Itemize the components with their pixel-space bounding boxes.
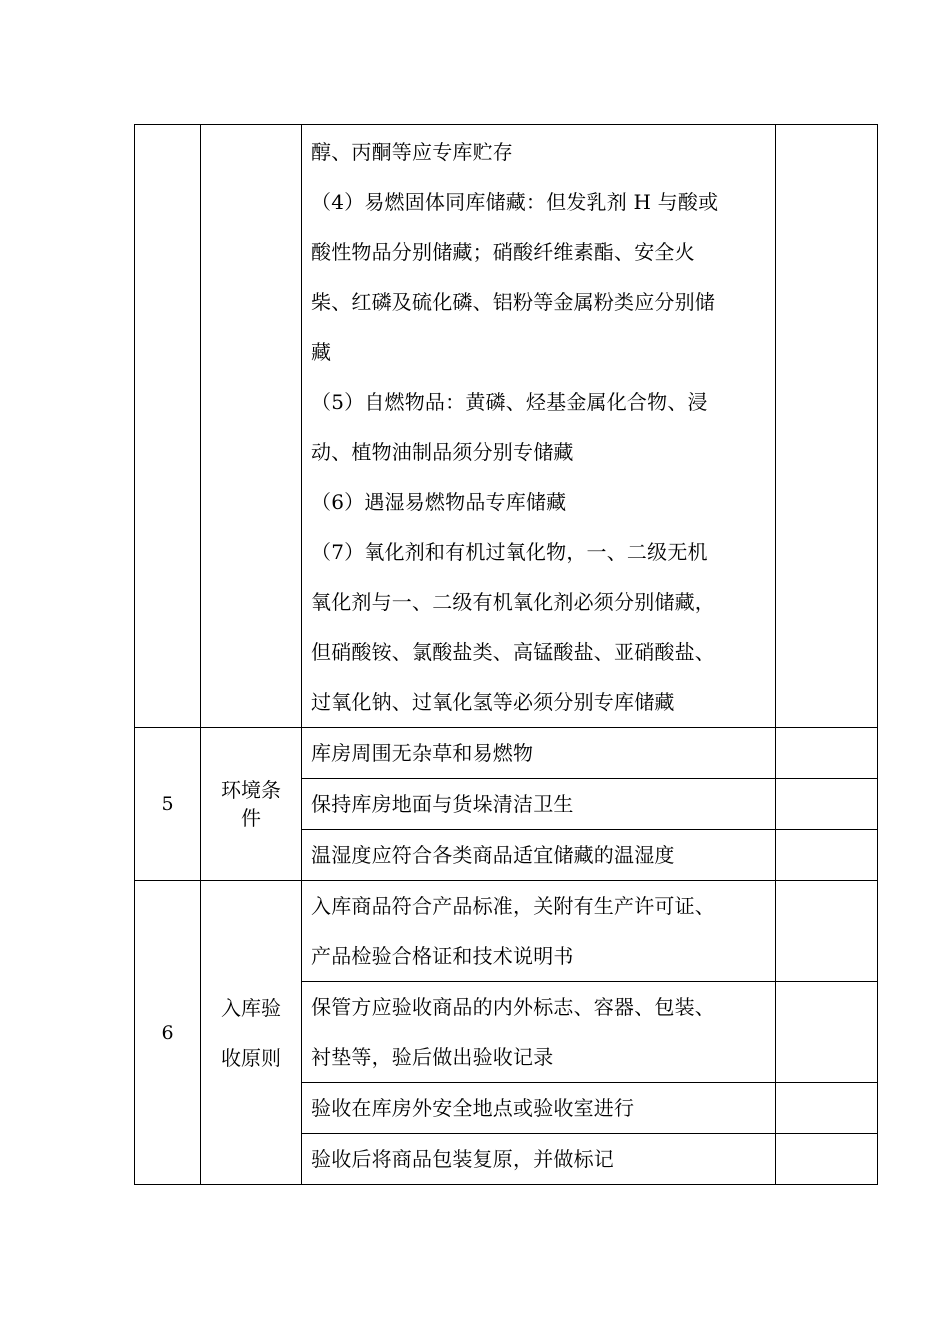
table-row-continued: [135, 125, 878, 728]
category-line: 件: [241, 806, 261, 830]
category-line: 环境条: [221, 778, 281, 802]
content-line: （6）遇湿易燃物品专库储藏: [311, 490, 567, 514]
content-line: （7）氧化剂和有机过氧化物，一、二级无机: [311, 540, 708, 564]
row-number-cell: 5: [135, 728, 201, 881]
remarks-cell: [776, 830, 878, 881]
requirement-cell: [302, 779, 776, 830]
category-cell: [201, 728, 302, 881]
category-cell: [201, 125, 302, 728]
category-line: 收原则: [221, 1045, 281, 1070]
requirement-cell: [302, 982, 776, 1083]
content-line: 柴、红磷及硫化磷、铝粉等金属粉类应分别储: [311, 290, 715, 314]
remarks-cell: [776, 982, 878, 1083]
content-line: 酸性物品分别储藏；硝酸纤维素酯、安全火: [311, 240, 695, 264]
table-row-6: [135, 881, 878, 982]
requirement-cell: [302, 1083, 776, 1134]
content-line: 醇、丙酮等应专库贮存: [311, 140, 513, 164]
content-line: 氧化剂与一、二级有机氧化剂必须分别储藏，: [311, 590, 715, 614]
table-row-5: [135, 728, 878, 779]
requirement-cell: [302, 125, 776, 728]
content-line: 过氧化钠、过氧化氢等必须分别专库储藏: [311, 690, 675, 714]
row-number-cell: 6: [135, 881, 201, 1185]
row-number-cell: [135, 125, 201, 728]
content-line: 保管方应验收商品的内外标志、容器、包装、: [311, 995, 715, 1019]
content-line: 验收在库房外安全地点或验收室进行: [311, 1095, 635, 1120]
inspection-table: [134, 124, 878, 1185]
content-line: 但硝酸铵、氯酸盐类、高锰酸盐、亚硝酸盐、: [311, 640, 715, 664]
requirement-cell: [302, 1134, 776, 1185]
content-line: 库房周围无杂草和易燃物: [311, 740, 534, 765]
content-line: 产品检验合格证和技术说明书: [311, 944, 574, 968]
remarks-cell: [776, 881, 878, 982]
remarks-cell: [776, 728, 878, 779]
content-line: 动、植物油制品须分别专储藏: [311, 440, 574, 464]
requirement-cell: [302, 830, 776, 881]
content-line: 衬垫等，验后做出验收记录: [311, 1045, 554, 1069]
content-line: 藏: [311, 340, 332, 364]
content-line: （5）自燃物品：黄磷、烃基金属化合物、浸: [311, 390, 708, 414]
remarks-cell: [776, 779, 878, 830]
category-line: 入库验: [221, 995, 281, 1020]
remarks-cell: [776, 1083, 878, 1134]
content-line: 入库商品符合产品标准，关附有生产许可证、: [311, 894, 715, 918]
requirement-cell: [302, 728, 776, 779]
content-line: 验收后将商品包装复原，并做标记: [311, 1146, 614, 1171]
content-line: （4）易燃固体同库储藏：但发乳剂 H 与酸或: [311, 190, 719, 214]
content-line: 温湿度应符合各类商品适宜储藏的温湿度: [311, 842, 675, 867]
content-line: 保持库房地面与货垛清洁卫生: [311, 791, 574, 816]
category-cell: [201, 881, 302, 1185]
remarks-cell: [776, 125, 878, 728]
remarks-cell: [776, 1134, 878, 1185]
requirement-cell: [302, 881, 776, 982]
